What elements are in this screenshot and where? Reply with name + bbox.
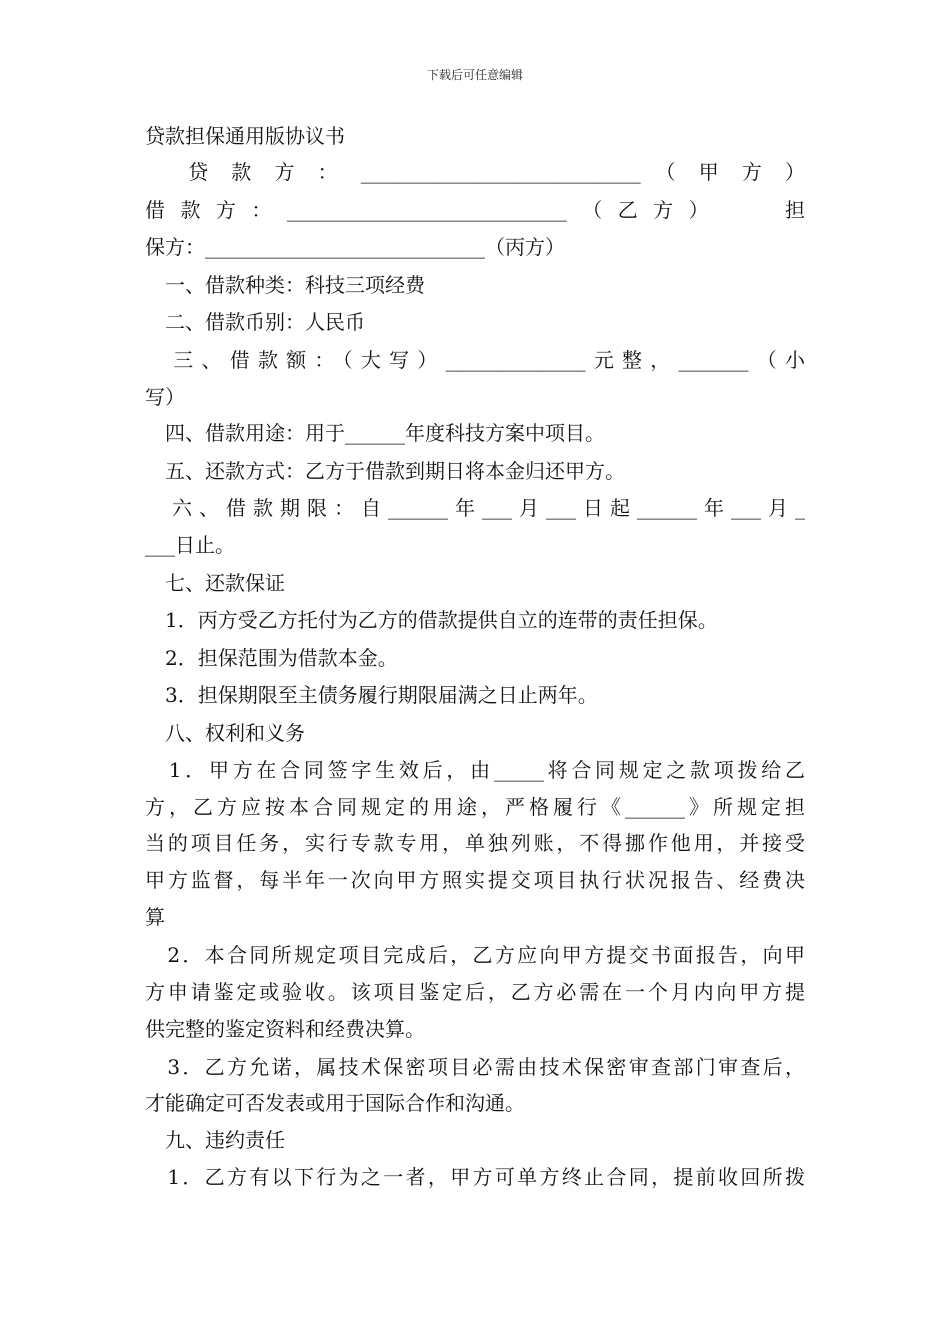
- section-heading: 八、权利和义务: [145, 721, 305, 745]
- paragraph-line: 3．乙方允诺，属技术保密项目必需由技术保密审查部门审查后，: [145, 1055, 805, 1079]
- guarantor-line: 保方：____________________________（丙方）: [145, 235, 565, 259]
- repayment-line: 五、还款方式：乙方于借款到期日将本金归还甲方。: [145, 459, 625, 483]
- paragraph-line: 供完整的鉴定资料和经费决算。: [145, 1017, 425, 1041]
- term-line-cont: ___日止。: [145, 533, 235, 557]
- paragraph-line: 算: [145, 905, 165, 929]
- usage-line: 四、借款用途：用于______年度科技方案中项目。: [145, 421, 605, 445]
- paragraph-line: 当的项目任务，实行专款专用，单独列账，不得挪作他用，并接受: [145, 831, 805, 855]
- paragraph-line: 才能确定可否发表或用于国际合作和沟通。: [145, 1091, 525, 1115]
- paragraph-line: 3．担保期限至主债务履行期限届满之日止两年。: [145, 683, 598, 707]
- paragraph-line: 1．丙方受乙方托付为乙方的借款提供自立的连带的责任担保。: [145, 608, 718, 632]
- term-line: 六、借款期限：自______年___月___日起______年___月_: [145, 496, 805, 520]
- paragraph-line: 方，乙方应按本合同规定的用途，严格履行《______》所规定担: [145, 795, 805, 819]
- section-heading: 九、违约责任: [145, 1128, 285, 1152]
- paragraph-line: 2．本合同所规定项目完成后，乙方应向甲方提交书面报告，向甲: [145, 943, 805, 967]
- loan-type-line: 一、借款种类：科技三项经费: [145, 273, 425, 297]
- paragraph-line: 2．担保范围为借款本金。: [145, 646, 398, 670]
- lender-line: 贷 款 方 ： ____________________________ （ 甲 方 ）: [145, 160, 805, 184]
- paragraph-line: 方申请鉴定或验收。该项目鉴定后，乙方必需在一个月内向甲方提: [145, 980, 805, 1004]
- borrower-line: 借款方：____________________________（乙方） 担: [145, 198, 805, 222]
- section-heading: 七、还款保证: [145, 571, 285, 595]
- paragraph-line: 1．乙方有以下行为之一者，甲方可单方终止合同，提前收回所拨: [145, 1165, 805, 1189]
- page-header: 下载后可任意编辑: [426, 68, 523, 82]
- amount-line-cont: 写）: [145, 385, 185, 409]
- paragraph-line: 甲方监督，每半年一次向甲方照实提交项目执行状况报告、经费决: [145, 868, 805, 892]
- document-title: 贷款担保通用版协议书: [145, 124, 345, 148]
- currency-line: 二、借款币别：人民币: [145, 310, 365, 334]
- amount-line: 三、借款额：（大写）______________元整，_______（小: [145, 348, 805, 372]
- paragraph-line: 1．甲方在合同签字生效后，由_____将合同规定之款项拨给乙: [145, 758, 805, 782]
